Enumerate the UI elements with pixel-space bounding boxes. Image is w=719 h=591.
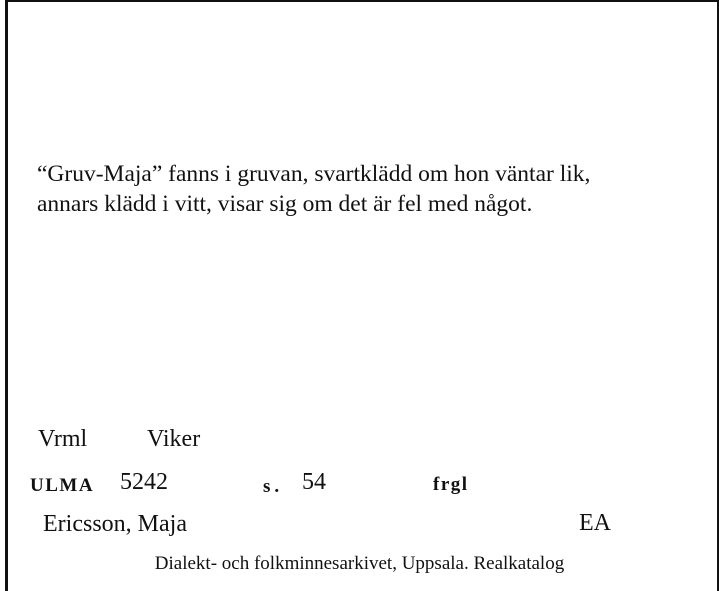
- card-border-top: [5, 0, 719, 2]
- category: frgl: [433, 474, 469, 495]
- archive-code: ULMA: [30, 475, 95, 496]
- archive-footer: Dialekt- och folkminnesarkivet, Uppsala. Realkatalog: [154, 553, 565, 574]
- card-text-line: annars klädd i vitt, visar sig om det är fel med något.: [37, 191, 533, 217]
- page-number: 54: [302, 469, 326, 495]
- archive-number: 5242: [120, 469, 168, 495]
- parish: Viker: [147, 426, 201, 452]
- informant: Ericsson, Maja: [43, 511, 187, 537]
- card-border-left: [5, 0, 8, 591]
- recorder: EA: [579, 510, 611, 536]
- card-text-line: “Gruv-Maja” fanns i gruvan, svartklädd om hon väntar lik,: [37, 161, 591, 187]
- page-label: s.: [263, 476, 284, 497]
- province: Vrml: [38, 426, 88, 452]
- card-body-text: [37, 159, 707, 219]
